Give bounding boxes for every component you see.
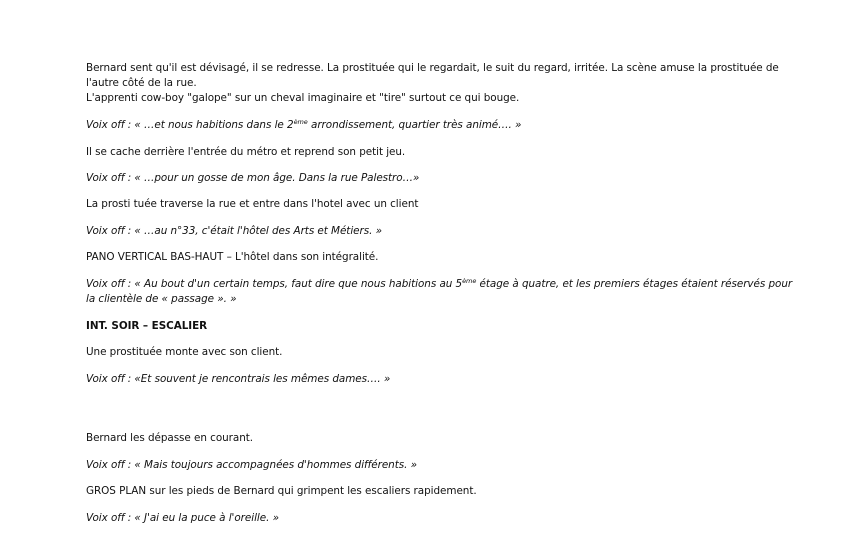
voiceover-1-text-end: arrondissement, quartier très animé…. »: [307, 119, 522, 131]
camera-direction-gros-plan: GROS PLAN sur les pieds de Bernard qui grimpent les escaliers rapidement.: [86, 485, 477, 497]
action-paragraph-2: L'apprenti cow-boy "galope" sur un cheval imaginaire et "tire" surtout ce qui bouge.: [86, 92, 520, 104]
action-paragraph-1-line-1: Bernard sent qu'il est dévisagé, il se redresse. La prostituée qui le regardait, le suit du regard, irritée. La scène amuse la prostituée de: [86, 62, 779, 74]
voiceover-4-line-1: [86, 277, 798, 292]
voiceover-6: Voix off : « Mais toujours accompagnées d'hommes différents. »: [86, 459, 417, 471]
action-paragraph-4: La prosti tuée traverse la rue et entre dans l'hotel avec un client: [86, 198, 419, 210]
voiceover-3: Voix off : « …au n°33, c'était l'hôtel des Arts et Métiers. »: [86, 225, 382, 237]
voiceover-4-text-end: étage à quatre, et les premiers étages étaient réservés pour: [476, 278, 793, 290]
camera-direction-pano: PANO VERTICAL BAS-HAUT – L'hôtel dans son intégralité.: [86, 251, 379, 263]
voiceover-4-superscript: ème: [462, 277, 477, 285]
voiceover-7: Voix off : « J'ai eu la puce à l'oreille. »: [86, 512, 279, 524]
voiceover-2: Voix off : « …pour un gosse de mon âge. Dans la rue Palestro…»: [86, 172, 420, 184]
voiceover-1-superscript: ème: [293, 118, 308, 126]
voiceover-5: Voix off : «Et souvent je rencontrais les mêmes dames…. »: [86, 373, 391, 385]
action-paragraph-7: Bernard les dépasse en courant.: [86, 432, 254, 444]
voiceover-1: [86, 118, 798, 133]
voiceover-4-text: Voix off : « Au bout d'un certain temps, faut dire que nous habitions au 5: [86, 278, 463, 290]
voiceover-4-line-2: la clientèle de « passage ». »: [86, 293, 237, 305]
action-paragraph-6: Une prostituée monte avec son client.: [86, 346, 283, 358]
voiceover-1-text: Voix off : « …et nous habitions dans le 2: [86, 119, 294, 131]
scene-heading: INT. SOIR – ESCALIER: [86, 320, 208, 332]
action-paragraph-1-line-2: l'autre côté de la rue.: [86, 77, 197, 89]
action-paragraph-3: Il se cache derrière l'entrée du métro et reprend son petit jeu.: [86, 146, 406, 158]
